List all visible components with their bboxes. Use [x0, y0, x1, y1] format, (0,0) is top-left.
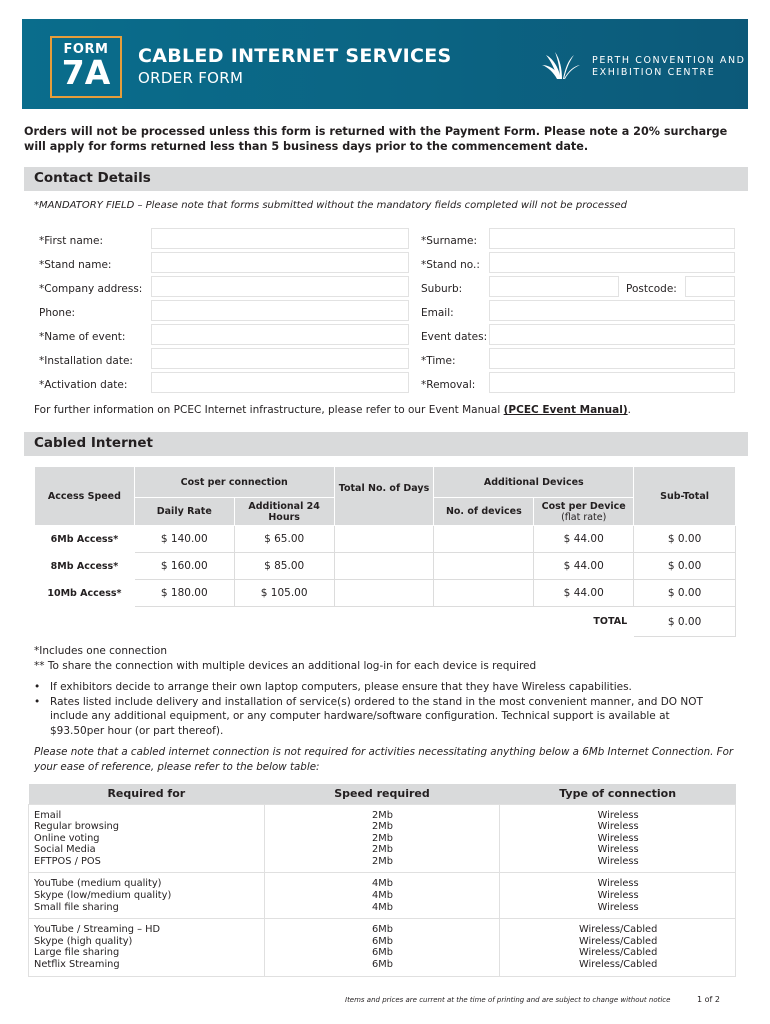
logo-text: PERTH CONVENTION AND EXHIBITION CENTRE [592, 55, 746, 78]
installation-date-label: *Installation date: [39, 355, 133, 367]
type-cell: Wireless Wireless Wireless [500, 873, 736, 919]
total-days-input[interactable] [334, 553, 434, 580]
cabled-internet-heading: Cabled Internet [24, 432, 748, 456]
suburb-field[interactable] [489, 276, 619, 297]
contact-details-heading: Contact Details [24, 167, 748, 191]
col-cost-per-connection: Cost per connection [134, 467, 334, 498]
speed-cell: 10Mb Access* [35, 580, 135, 607]
col-total-days: Total No. of Days [334, 467, 434, 526]
additional-hours-cell: $ 85.00 [234, 553, 334, 580]
header-banner [22, 19, 748, 109]
company-address-field[interactable] [151, 276, 409, 297]
event-name-field[interactable] [151, 324, 409, 345]
company-address-label: *Company address: [39, 283, 143, 295]
col-cost-per-device: Cost per Device (flat rate) [534, 498, 634, 526]
table-row [35, 580, 736, 607]
table-row [35, 553, 736, 580]
col-daily-rate: Daily Rate [134, 498, 234, 526]
no-devices-input[interactable] [434, 580, 534, 607]
activation-date-label: *Activation date: [39, 379, 128, 391]
subtotal-cell: $ 0.00 [634, 553, 736, 580]
subtotal-cell: $ 0.00 [634, 526, 736, 553]
speed-cell: 4Mb 4Mb 4Mb [264, 873, 500, 919]
postcode-field[interactable] [685, 276, 735, 297]
notes-bullets [34, 680, 724, 738]
list-item: • Rates listed include delivery and installation of service(s) ordered to the stand in the most convenient manner, and DO NOT include any additional equipment, or any computer hardware/software configuration. Technical support is available at $93.50per hour (or part thereof). [34, 695, 724, 739]
stand-name-field[interactable] [151, 252, 409, 273]
col-no-devices: No. of devices [434, 498, 534, 526]
cost-per-device-cell: $ 44.00 [534, 526, 634, 553]
required-for-cell: YouTube (medium quality) Skype (low/medium quality) Small file sharing [29, 873, 265, 919]
time-field[interactable] [489, 348, 735, 369]
footer-note: Items and prices are current at the time of printing and are subject to change without notice [345, 996, 671, 1004]
page-title: CABLED INTERNET SERVICES [138, 45, 452, 67]
time-label: *Time: [421, 355, 456, 367]
further-info: For further information on PCEC Internet infrastructure, please refer to our Event Manual (PCEC Event Manual). [34, 404, 631, 416]
page-number: 1 of 2 [697, 995, 720, 1004]
surname-label: *Surname: [421, 235, 478, 247]
list-item: • If exhibitors decide to arrange their own laptop computers, please ensure that they have Wireless capabilities. [34, 680, 724, 695]
event-dates-label: Event dates: [421, 331, 488, 343]
removal-field[interactable] [489, 372, 735, 393]
postcode-label: Postcode: [626, 283, 677, 295]
email-field[interactable] [489, 300, 735, 321]
stand-no-label: *Stand no.: [421, 259, 480, 271]
installation-date-field[interactable] [151, 348, 409, 369]
daily-rate-cell: $ 180.00 [134, 580, 234, 607]
page-subtitle: ORDER FORM [138, 69, 244, 87]
additional-hours-cell: $ 65.00 [234, 526, 334, 553]
type-cell: Wireless/Cabled Wireless/Cabled Wireless/Cabled Wireless/Cabled [500, 919, 736, 976]
required-for-cell: Email Regular browsing Online voting Social Media EFTPOS / POS [29, 804, 265, 873]
col-access-speed: Access Speed [35, 467, 135, 526]
total-days-input[interactable] [334, 580, 434, 607]
phone-field[interactable] [151, 300, 409, 321]
surname-field[interactable] [489, 228, 735, 249]
col-type-of-connection: Type of connection [500, 784, 736, 804]
form-word: FORM [63, 42, 109, 57]
cost-per-device-cell: $ 44.00 [534, 580, 634, 607]
pcec-logo-icon [540, 51, 582, 81]
speed-cell: 2Mb 2Mb 2Mb 2Mb 2Mb [264, 804, 500, 873]
table-row [29, 804, 736, 873]
col-additional-24-hours: Additional 24 Hours [234, 498, 334, 526]
total-label: TOTAL [534, 607, 634, 637]
daily-rate-cell: $ 140.00 [134, 526, 234, 553]
pricing-table [34, 466, 736, 637]
col-subtotal: Sub-Total [634, 467, 736, 526]
intro-text: Orders will not be processed unless this form is returned with the Payment Form. Please note a 20% surcharge will apply for forms returned less than 5 business days prior to the commencement date. [24, 125, 728, 153]
speed-cell: 6Mb 6Mb 6Mb 6Mb [264, 919, 500, 976]
col-speed-required: Speed required [264, 784, 500, 804]
event-name-label: *Name of event: [39, 331, 126, 343]
stand-no-field[interactable] [489, 252, 735, 273]
first-name-field[interactable] [151, 228, 409, 249]
table-row [29, 919, 736, 976]
daily-rate-cell: $ 160.00 [134, 553, 234, 580]
col-additional-devices: Additional Devices [434, 467, 634, 498]
additional-hours-cell: $ 105.00 [234, 580, 334, 607]
no-devices-input[interactable] [434, 553, 534, 580]
phone-label: Phone: [39, 307, 76, 319]
cost-per-device-cell: $ 44.00 [534, 553, 634, 580]
connection-notes: *Includes one connection ** To share the connection with multiple devices an additional log-in for each device is required [34, 645, 537, 672]
total-row [35, 607, 736, 637]
removal-label: *Removal: [421, 379, 476, 391]
event-manual-link[interactable]: (PCEC Event Manual) [503, 404, 628, 416]
form-number: 7A [61, 53, 111, 92]
event-dates-field[interactable] [489, 324, 735, 345]
email-label: Email: [421, 307, 454, 319]
table-row [29, 873, 736, 919]
speed-reference-table [28, 784, 736, 977]
total-value: $ 0.00 [634, 607, 736, 637]
subtotal-cell: $ 0.00 [634, 580, 736, 607]
first-name-label: *First name: [39, 235, 103, 247]
total-days-input[interactable] [334, 526, 434, 553]
table-row [35, 526, 736, 553]
no-devices-input[interactable] [434, 526, 534, 553]
form-number-box [50, 36, 122, 98]
required-for-cell: YouTube / Streaming – HD Skype (high quality) Large file sharing Netflix Streaming [29, 919, 265, 976]
stand-name-label: *Stand name: [39, 259, 112, 271]
type-cell: Wireless Wireless Wireless Wireless Wireless [500, 804, 736, 873]
speed-reference-note: Please note that a cabled internet connection is not required for activities necessitating anything below a 6Mb Internet Connection. For your ease of reference, please refer to the below table: [34, 746, 734, 773]
col-required-for: Required for [29, 784, 265, 804]
speed-cell: 6Mb Access* [35, 526, 135, 553]
speed-cell: 8Mb Access* [35, 553, 135, 580]
activation-date-field[interactable] [151, 372, 409, 393]
suburb-label: Suburb: [421, 283, 463, 295]
mandatory-note: *MANDATORY FIELD – Please note that forms submitted without the mandatory fields completed will not be processed [34, 200, 627, 211]
